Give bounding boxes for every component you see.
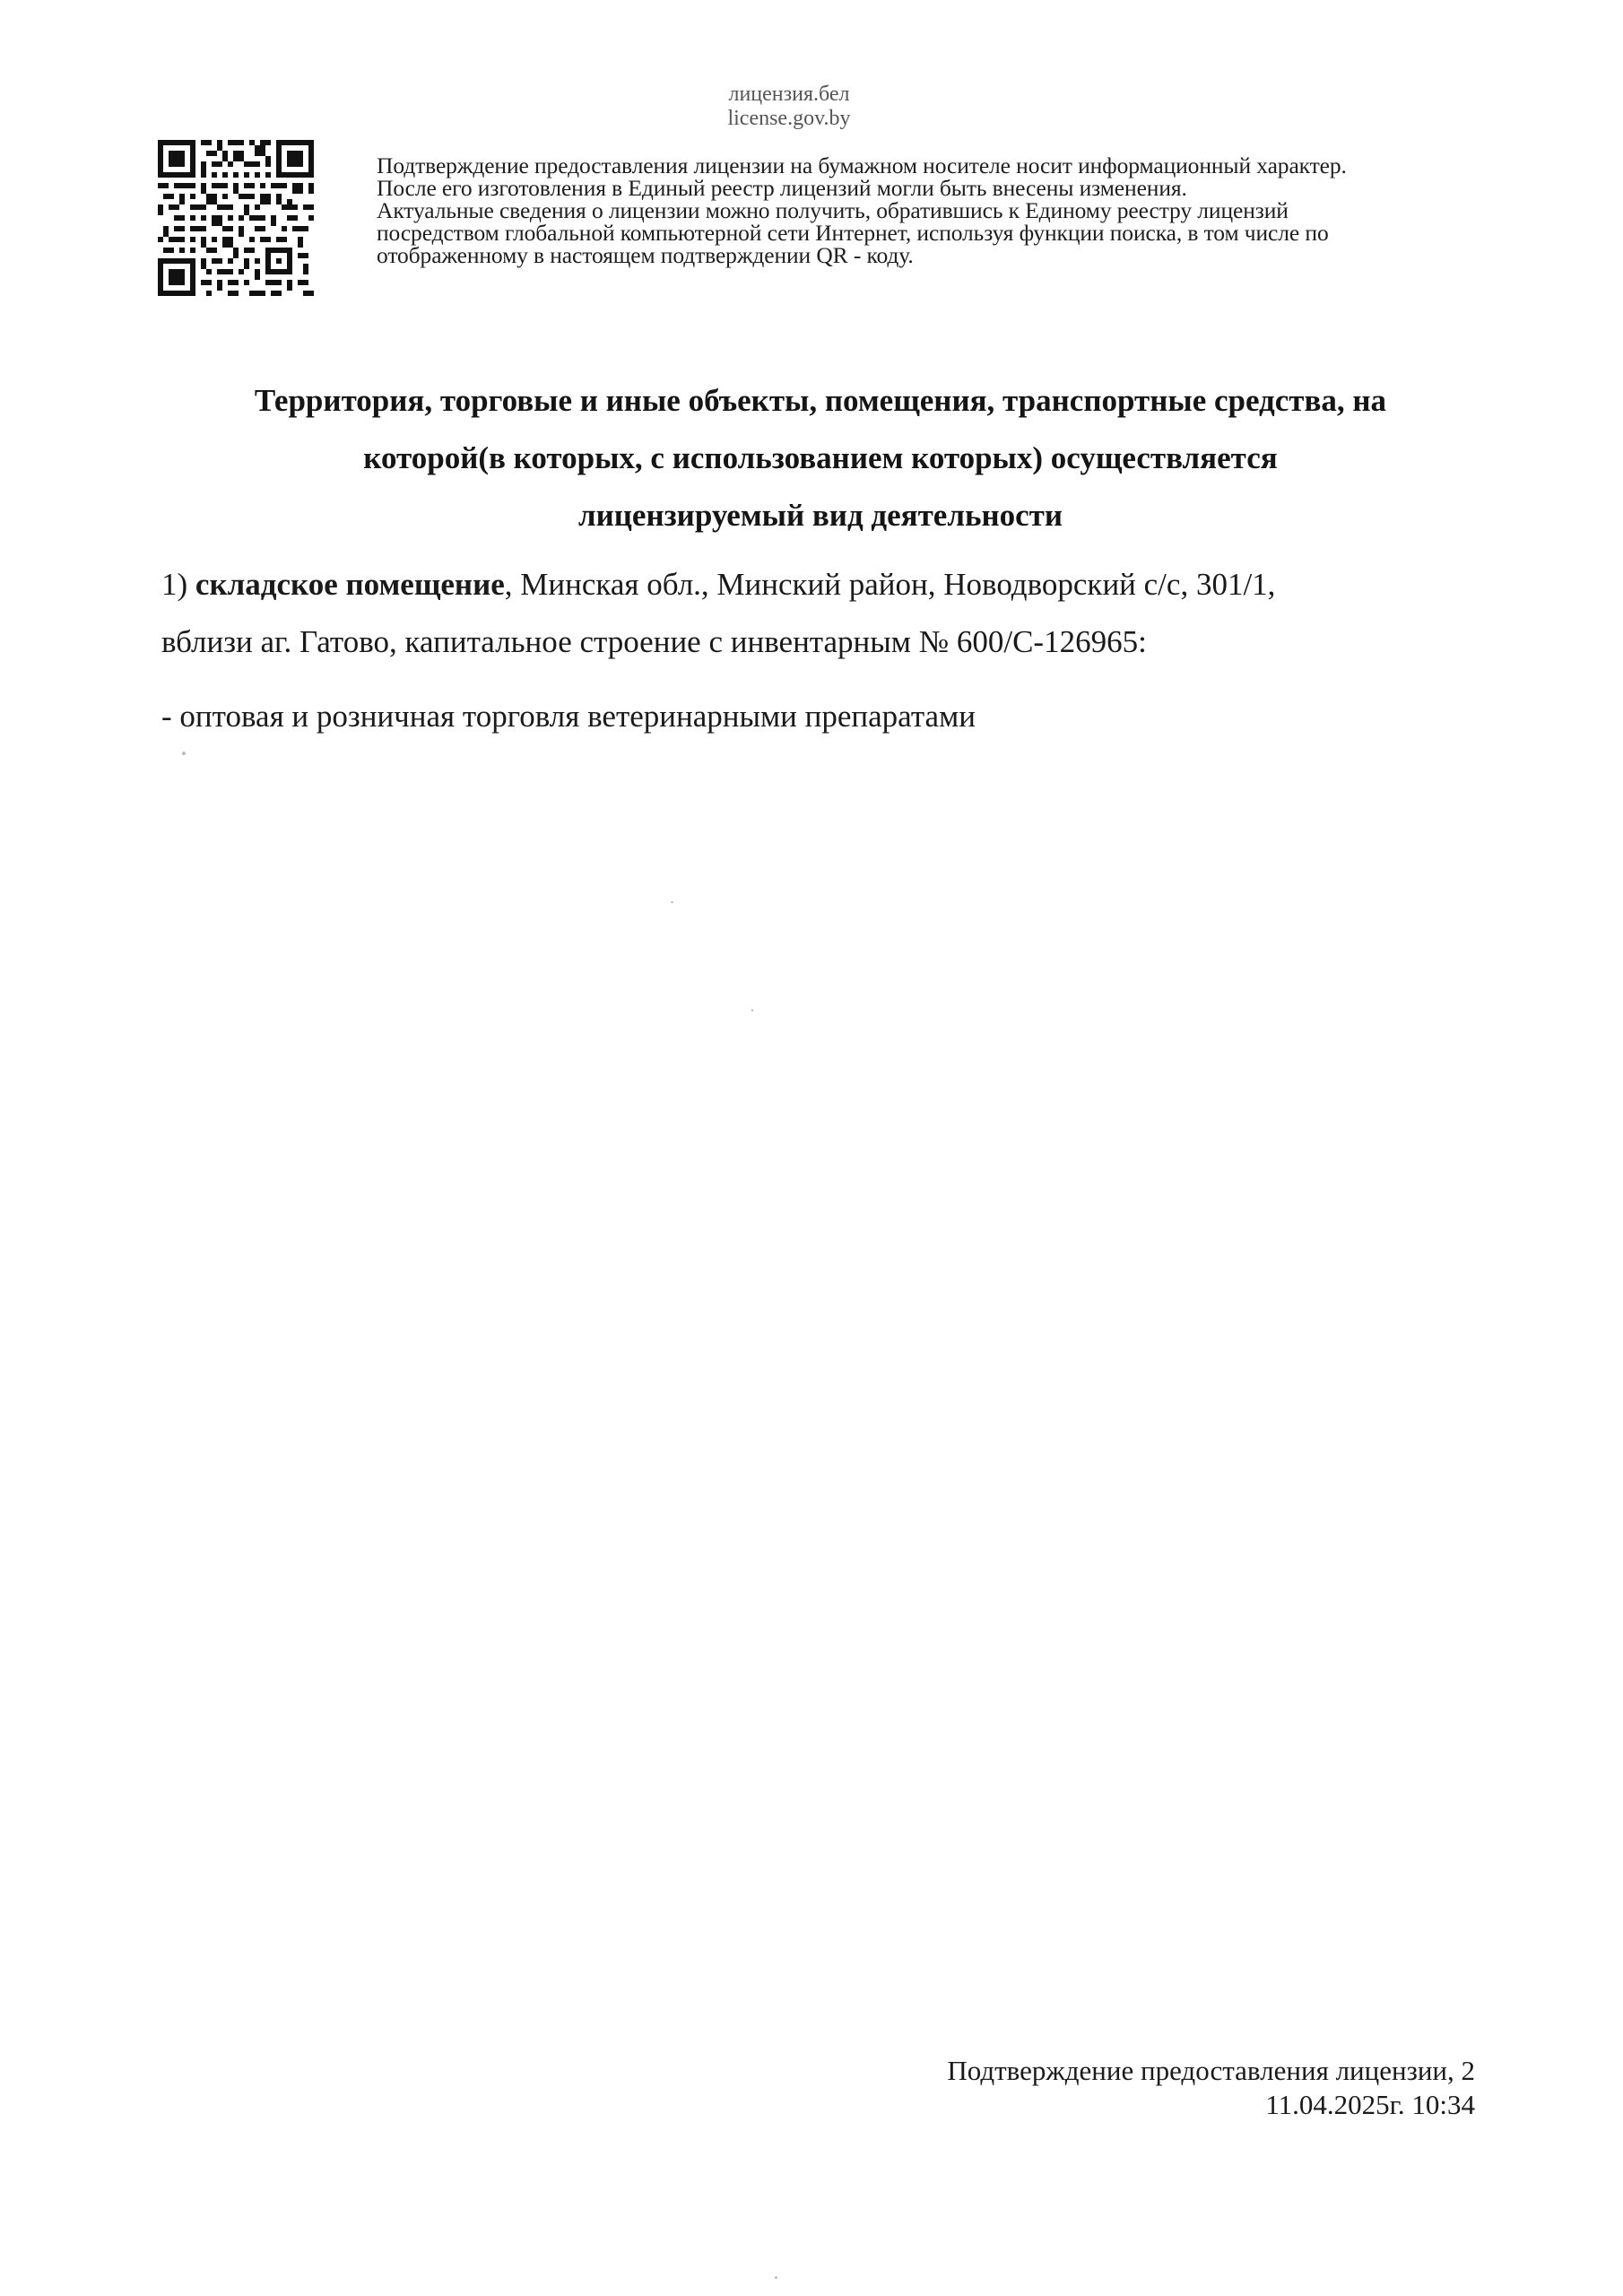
footer-caption: Подтверждение предоставления лицензии, 2 xyxy=(947,2055,1475,2086)
scan-speck xyxy=(751,1009,753,1012)
footer-timestamp: 11.04.2025г. 10:34 xyxy=(1265,2089,1475,2120)
title-line: которой(в которых, с использованием которых) осуществляется xyxy=(363,440,1278,475)
page-footer xyxy=(807,2054,1475,2122)
scan-speck xyxy=(182,752,186,755)
notice-line: отображенному в настоящем подтверждении QR - коду. xyxy=(377,242,914,268)
premises-entry xyxy=(161,556,1488,671)
title-line: Территория, торговые и иные объекты, помещения, транспортные средства, на xyxy=(254,383,1387,418)
notice-line: Актуальные сведения о лицензии можно получить, обратившись к Единому реестру лицензий xyxy=(377,197,1289,223)
entry-object-type: складское помещение xyxy=(195,567,505,602)
qr-code-icon xyxy=(158,140,314,296)
premises-entry-line-1 xyxy=(161,556,1488,613)
scan-speck xyxy=(775,2276,777,2279)
title-line: лицензируемый вид деятельности xyxy=(577,498,1063,533)
premises-entry-line-2: вблизи аг. Гатово, капитальное строение с инвентарным № 600/С-126965: xyxy=(161,624,1147,659)
qr-code-graphic xyxy=(158,140,314,296)
notice-line: посредством глобальной компьютерной сети Интернет, используя функции поиска, в том числе по xyxy=(377,220,1329,246)
registry-domain-latin[interactable]: license.gov.by xyxy=(727,107,851,130)
scan-speck xyxy=(671,901,673,903)
registry-site-header xyxy=(699,83,879,131)
entry-number: 1) xyxy=(161,567,188,602)
document-title xyxy=(135,372,1506,544)
registry-domain-cyrillic[interactable]: лицензия.бел xyxy=(728,83,850,106)
notice-line: Подтверждение предоставления лицензии на бумажном носителе носит информационный характер. xyxy=(377,152,1347,178)
licensed-activity: - оптовая и розничная торговля ветеринарными препаратами xyxy=(161,699,976,734)
entry-address: , Минская обл., Минский район, Новодворский с/с, 301/1, xyxy=(504,567,1276,602)
notice-line: После его изготовления в Единый реестр лицензий могли быть внесены изменения. xyxy=(377,175,1187,201)
information-notice xyxy=(377,154,1524,266)
